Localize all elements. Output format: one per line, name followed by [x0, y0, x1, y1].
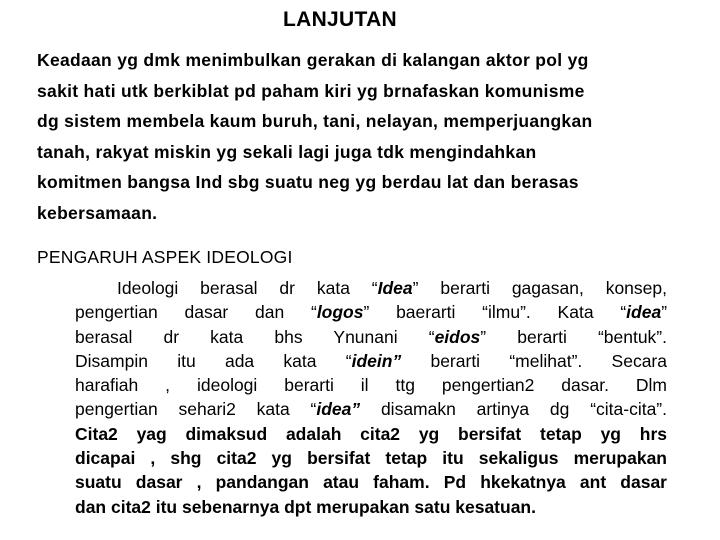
paragraph-keadaan — [37, 45, 677, 228]
paragraph-line: dan cita2 itu sebenarnya dpt merupakan satu kesatuan. — [75, 496, 536, 517]
section-heading: PENGARUH ASPEK IDEOLOGI — [37, 247, 293, 267]
paragraph-line — [75, 325, 667, 349]
slide-title: LANJUTAN — [283, 8, 398, 31]
paragraph-line: suatu dasar , pandangan atau faham. Pd hkekatnya ant dasar — [75, 472, 667, 493]
text-run: pengertian sehari2 kata “ — [75, 399, 317, 420]
paragraph-line: tanah, rakyat miskin yg sekali lagi juga tdk mengindahkan — [37, 141, 537, 162]
paragraph-line — [75, 349, 667, 373]
emphasis-term: idea” — [316, 399, 361, 420]
emphasis-term: Idea — [377, 278, 413, 298]
emphasis-term: idea — [626, 302, 662, 323]
paragraph-line: harafiah , ideologi berarti il ttg pengertian2 dasar. Dlm — [75, 375, 667, 396]
text-run: berasal dr kata bhs Ynunani “ — [75, 326, 435, 347]
paragraph-line — [75, 397, 667, 421]
paragraph-line: kebersamaan. — [37, 202, 158, 223]
text-run: Ideologi berasal dr kata “ — [117, 278, 378, 298]
emphasis-term: eidos — [434, 326, 481, 347]
text-run: disamakn artinya dg “cita-cita”. — [360, 399, 667, 420]
paragraph-line: dg sistem membela kaum buruh, tani, nelayan, memperjuangkan — [37, 111, 593, 131]
paragraph-line: dicapai , shg cita2 yg bersifat tetap itu sekaligus merupakan — [75, 448, 667, 469]
text-run: ” baerarti “ilmu”. Kata “ — [363, 302, 627, 323]
text-run: ” berarti gagasan, konsep, — [412, 278, 667, 298]
text-run: Disampin itu ada kata “ — [75, 350, 352, 371]
paragraph-ideologi — [75, 276, 667, 519]
emphasis-term: logos — [316, 302, 364, 323]
paragraph-line: komitmen bangsa Ind sbg suatu neg yg berdau lat dan berasas — [37, 172, 579, 192]
paragraph-line — [75, 300, 667, 324]
paragraph-line: Keadaan yg dmk menimbulkan gerakan di kalangan aktor pol yg — [37, 50, 589, 70]
text-run: ” — [661, 302, 668, 323]
emphasis-term: idein” — [351, 350, 402, 371]
text-run: pengertian dasar dan “ — [75, 302, 317, 323]
paragraph-line: Cita2 yag dimaksud adalah cita2 yg bersifat tetap yg hrs — [75, 423, 667, 444]
text-run: ” berarti “bentuk”. — [480, 326, 668, 347]
paragraph-line: sakit hati utk berkiblat pd paham kiri yg brnafaskan komunisme — [37, 80, 585, 101]
paragraph-line — [75, 276, 667, 300]
text-run: berarti “melihat”. Secara — [401, 350, 667, 371]
